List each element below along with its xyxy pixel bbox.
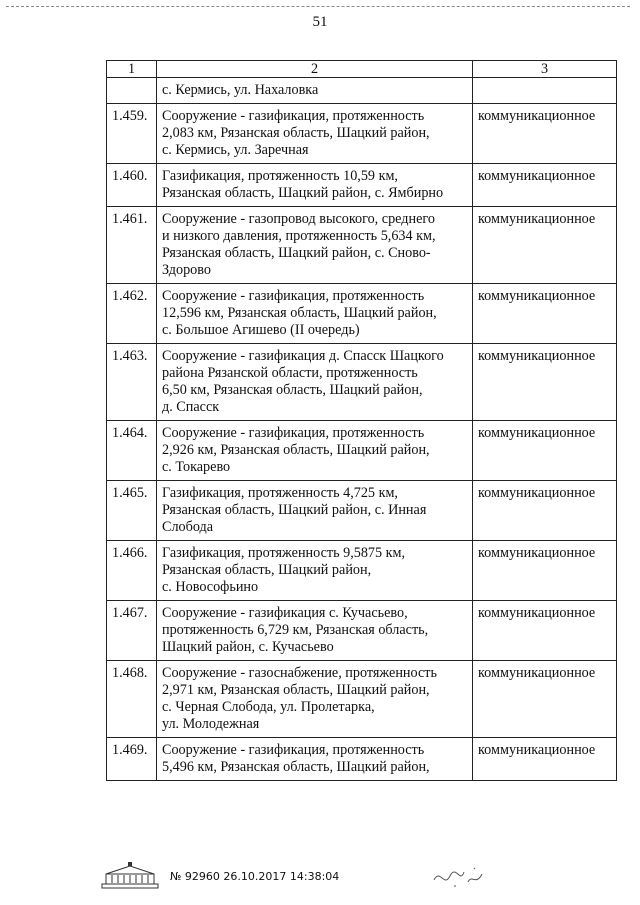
row-description-cell xyxy=(157,738,473,781)
description-line: Сооружение - газификация с. Кучасьево, xyxy=(162,605,408,621)
description-line: Газификация, протяженность 4,725 км, xyxy=(162,485,398,501)
row-number-cell: 1.467. xyxy=(107,601,157,661)
row-number-cell: 1.463. xyxy=(107,344,157,421)
description-line: протяженность 6,729 км, Рязанская область, xyxy=(162,622,429,638)
row-number-cell: 1.465. xyxy=(107,481,157,541)
description-line: Здорово xyxy=(162,262,211,278)
document-stamp-text: № 92960 26.10.2017 14:38:04 xyxy=(170,870,340,883)
row-description-cell xyxy=(157,601,473,661)
table-row xyxy=(107,481,617,541)
row-type-cell: коммуникационное xyxy=(473,104,617,164)
continuation-row xyxy=(107,78,617,104)
description-line: Сооружение - газификация, протяженность xyxy=(162,425,425,441)
description-line: 12,596 км, Рязанская область, Шацкий район, xyxy=(162,305,437,321)
table-row xyxy=(107,661,617,738)
description-line: Рязанская область, Шацкий район, с. Ямбирно xyxy=(162,185,444,201)
description-line: 2,926 км, Рязанская область, Шацкий район, xyxy=(162,442,430,458)
continuation-type-cell xyxy=(473,78,617,104)
description-line: 5,496 км, Рязанская область, Шацкий район, xyxy=(162,759,430,775)
description-line: с. Большое Агишево (II очередь) xyxy=(162,322,360,338)
row-number-cell: 1.464. xyxy=(107,421,157,481)
row-number-cell: 1.468. xyxy=(107,661,157,738)
government-building-icon xyxy=(100,862,160,890)
description-line: Сооружение - газоснабжение, протяженность xyxy=(162,665,437,681)
row-description-cell xyxy=(157,421,473,481)
description-line: с. Новософьино xyxy=(162,579,259,595)
row-description-cell xyxy=(157,164,473,207)
description-line: Сооружение - газификация, протяженность xyxy=(162,108,425,124)
row-number-cell: 1.469. xyxy=(107,738,157,781)
description-line: с. Кермись, ул. Заречная xyxy=(162,142,309,158)
header-row xyxy=(107,61,617,78)
row-type-cell: коммуникационное xyxy=(473,738,617,781)
description-line: 2,971 км, Рязанская область, Шацкий район, xyxy=(162,682,430,698)
row-description-cell xyxy=(157,284,473,344)
row-description-cell xyxy=(157,207,473,284)
row-type-cell: коммуникационное xyxy=(473,344,617,421)
header-cell-3: 3 xyxy=(473,61,617,78)
row-description-cell xyxy=(157,541,473,601)
description-line: с. Токарево xyxy=(162,459,231,475)
description-line: Газификация, протяженность 9,5875 км, xyxy=(162,545,406,561)
table-row xyxy=(107,541,617,601)
table-row xyxy=(107,421,617,481)
page-number: 51 xyxy=(312,14,328,30)
footer xyxy=(100,862,520,892)
row-type-cell: коммуникационное xyxy=(473,284,617,344)
row-description-cell xyxy=(157,104,473,164)
table-row xyxy=(107,738,617,781)
description-line: Рязанская область, Шацкий район, с. Инная xyxy=(162,502,427,518)
row-type-cell: коммуникационное xyxy=(473,601,617,661)
description-line: 6,50 км, Рязанская область, Шацкий район, xyxy=(162,382,423,398)
row-type-cell: коммуникационное xyxy=(473,541,617,601)
description-line: д. Спасск xyxy=(162,399,220,415)
description-line: Сооружение - газификация, протяженность xyxy=(162,742,425,758)
row-description-cell xyxy=(157,344,473,421)
table-row xyxy=(107,104,617,164)
description-line: Шацкий район, с. Кучасьево xyxy=(162,639,334,655)
header-cell-2: 2 xyxy=(157,61,473,78)
header-cell-1: 1 xyxy=(107,61,157,78)
description-line: с. Черная Слобода, ул. Пролетарка, xyxy=(162,699,375,715)
table-row xyxy=(107,344,617,421)
description-line: 2,083 км, Рязанская область, Шацкий район, xyxy=(162,125,430,141)
table-row xyxy=(107,601,617,661)
description-line: Газификация, протяженность 10,59 км, xyxy=(162,168,398,184)
row-type-cell: коммуникационное xyxy=(473,164,617,207)
row-description-cell xyxy=(157,481,473,541)
row-type-cell: коммуникационное xyxy=(473,481,617,541)
continuation-num-cell xyxy=(107,78,157,104)
row-description-cell xyxy=(157,661,473,738)
row-type-cell: коммуникационное xyxy=(473,207,617,284)
row-number-cell: 1.462. xyxy=(107,284,157,344)
description-line: района Рязанской области, протяженность xyxy=(162,365,418,381)
row-number-cell: 1.466. xyxy=(107,541,157,601)
row-number-cell: 1.460. xyxy=(107,164,157,207)
handwritten-mark-icon xyxy=(430,864,490,890)
continuation-desc-cell: с. Кермись, ул. Нахаловка xyxy=(157,78,473,104)
description-line: ул. Молодежная xyxy=(162,716,260,732)
description-line: Сооружение - газопровод высокого, среднего xyxy=(162,211,435,227)
top-rule xyxy=(6,6,630,7)
description-line: и низкого давления, протяженность 5,634 км, xyxy=(162,228,436,244)
description-line: Сооружение - газификация, протяженность xyxy=(162,288,425,304)
row-number-cell: 1.459. xyxy=(107,104,157,164)
table-row xyxy=(107,164,617,207)
row-number-cell: 1.461. xyxy=(107,207,157,284)
table-row xyxy=(107,284,617,344)
registry-table xyxy=(106,60,617,781)
description-line: Сооружение - газификация д. Спасск Шацкого xyxy=(162,348,444,364)
row-type-cell: коммуникационное xyxy=(473,661,617,738)
description-line: Рязанская область, Шацкий район, xyxy=(162,562,372,578)
description-line: Рязанская область, Шацкий район, с. Сново- xyxy=(162,245,431,261)
description-line: Слобода xyxy=(162,519,214,535)
row-type-cell: коммуникационное xyxy=(473,421,617,481)
table-row xyxy=(107,207,617,284)
